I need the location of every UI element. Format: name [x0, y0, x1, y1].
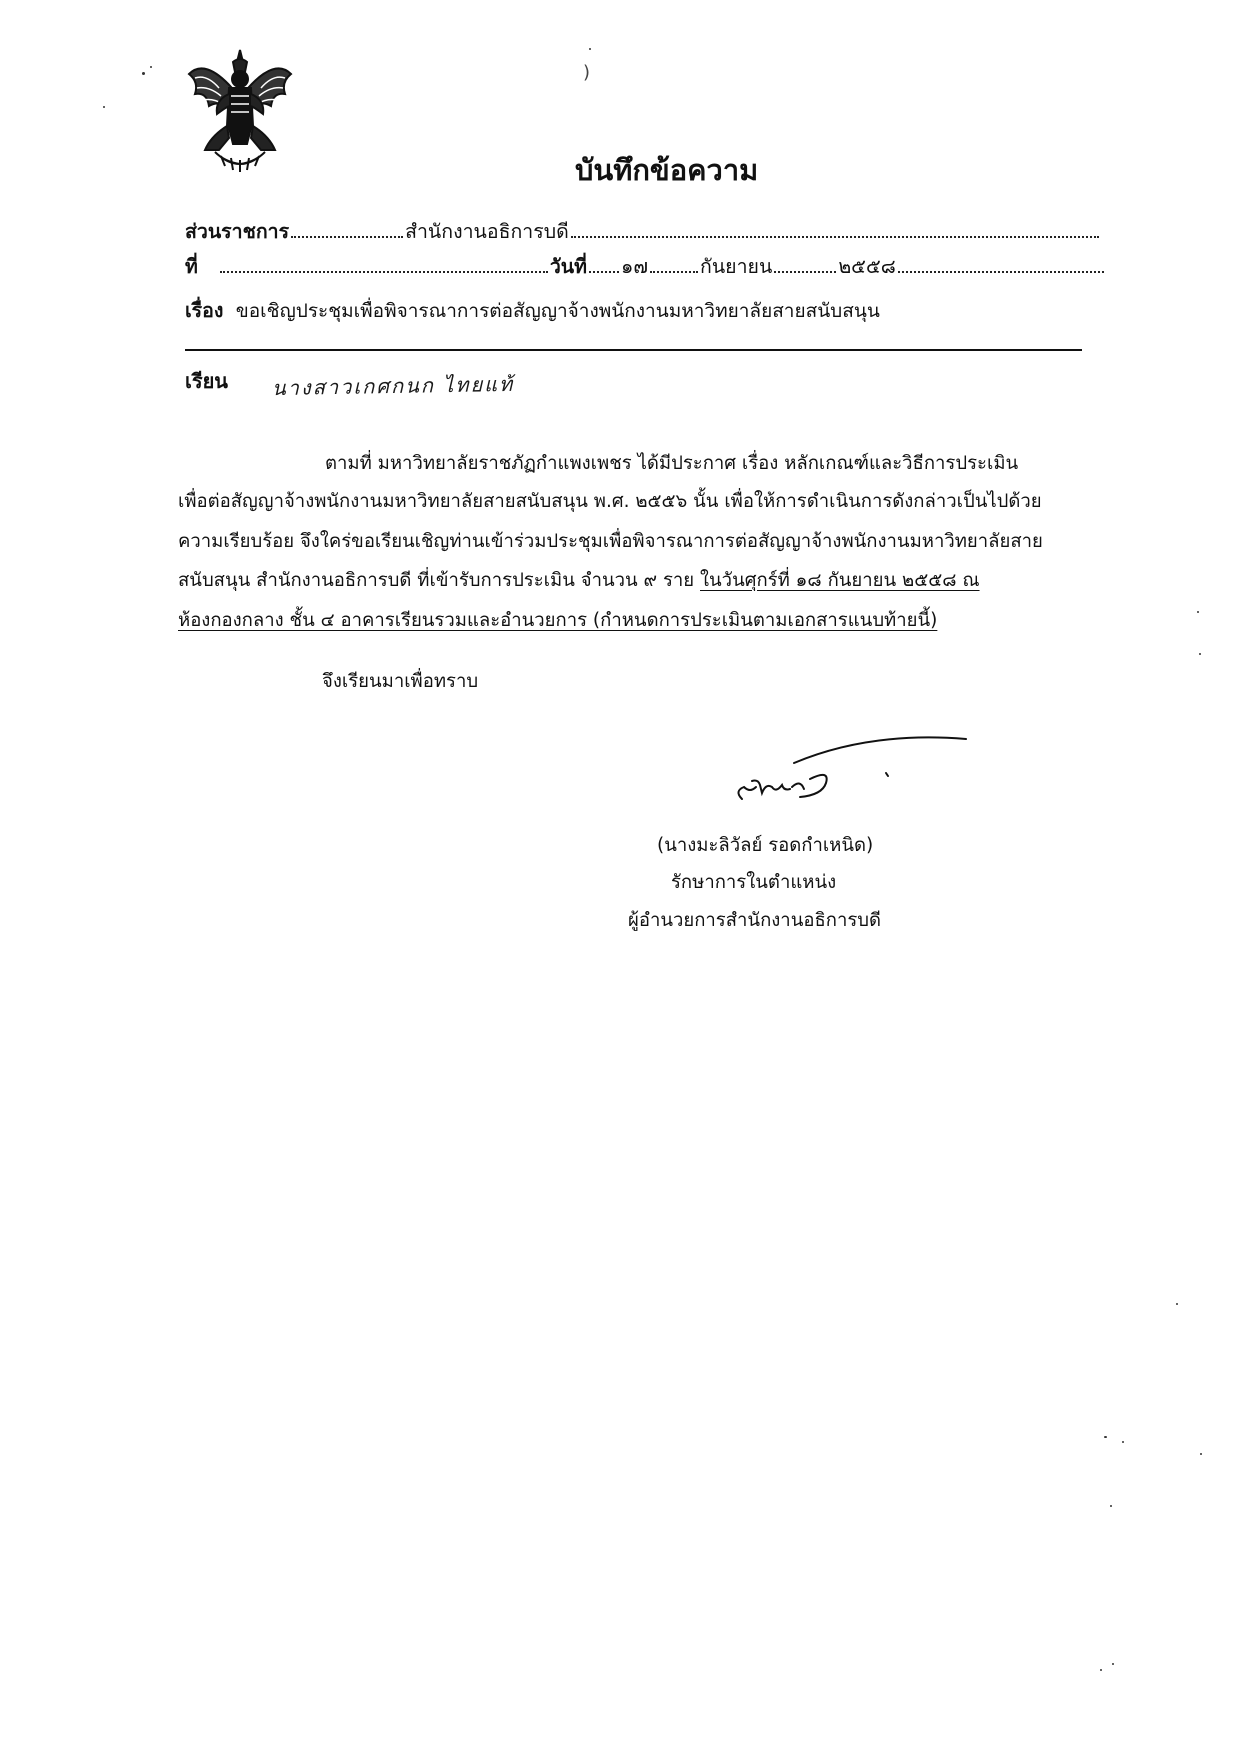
department-label: ส่วนราชการ — [185, 220, 290, 243]
handwritten-recipient: นางสาวเกศกนก ไทยแท้ — [271, 371, 515, 401]
signatory-position: ผู้อำนวยการสำนักงานอธิการบดี — [628, 910, 882, 931]
body-line-4 — [178, 572, 980, 591]
body-line-4-plain: สนับสนุน สำนักงานอธิการบดี ที่เข้ารับการประเมิน จำนวน ๙ ราย — [178, 570, 700, 591]
body-line-1: ตามที่ มหาวิทยาลัยราชภัฏกำแพงเพชร ได้มีประกาศ เรื่อง หลักเกณฑ์และวิธีการประเมิน — [325, 453, 1019, 474]
number-label: ที่ — [185, 255, 198, 278]
meeting-location: ห้องกองกลาง ชั้น ๔ อาคารเรียนรวมและอำนวยการ (กำหนดการประเมินตามเอกสารแนบท้ายนี้) — [178, 610, 938, 631]
handwritten-signature — [730, 735, 970, 810]
subject-label: เรื่อง — [185, 299, 224, 322]
department-value: สำนักงานอธิการบดี — [405, 220, 569, 243]
signatory-name: (นางมะลิวัลย์ รอดกำเหนิด) — [657, 835, 874, 856]
date-day: ๑๗ — [621, 255, 649, 278]
garuda-emblem — [185, 48, 295, 176]
signatory-acting: รักษาการในตำแหน่ง — [671, 872, 837, 893]
meeting-date: ในวันศุกร์ที่ ๑๘ กันยายน ๒๕๕๘ ณ — [700, 570, 980, 591]
department-row — [185, 222, 1101, 242]
subject-value: ขอเชิญประชุมเพื่อพิจารณาการต่อสัญญาจ้างพนักงานมหาวิทยาลัยสายสนับสนุน — [235, 300, 880, 322]
header-divider — [185, 349, 1082, 351]
body-line-2: เพื่อต่อสัญญาจ้างพนักงานมหาวิทยาลัยสายสนับสนุน พ.ศ. ๒๕๕๖ นั้น เพื่อให้การดำเนินการดังกล่าวเป็นไปด้วย — [178, 491, 1042, 512]
body-line-3: ความเรียบร้อย จึงใคร่ขอเรียนเชิญท่านเข้าร่วมประชุมเพื่อพิจารณาการต่อสัญญาจ้างพนักงานมหาวิทยาลัยสาย — [178, 531, 1043, 552]
closing-text: จึงเรียนมาเพื่อทราบ — [322, 671, 479, 692]
subject-row — [185, 301, 880, 321]
salutation-label: เรียน — [185, 369, 228, 393]
date-label: วันที่ — [549, 255, 587, 278]
document-title: บันทึกข้อความ — [575, 153, 759, 187]
date-year: ๒๕๕๘ — [838, 255, 896, 278]
number-date-row — [185, 257, 1106, 277]
date-month: กันยายน — [700, 255, 773, 278]
